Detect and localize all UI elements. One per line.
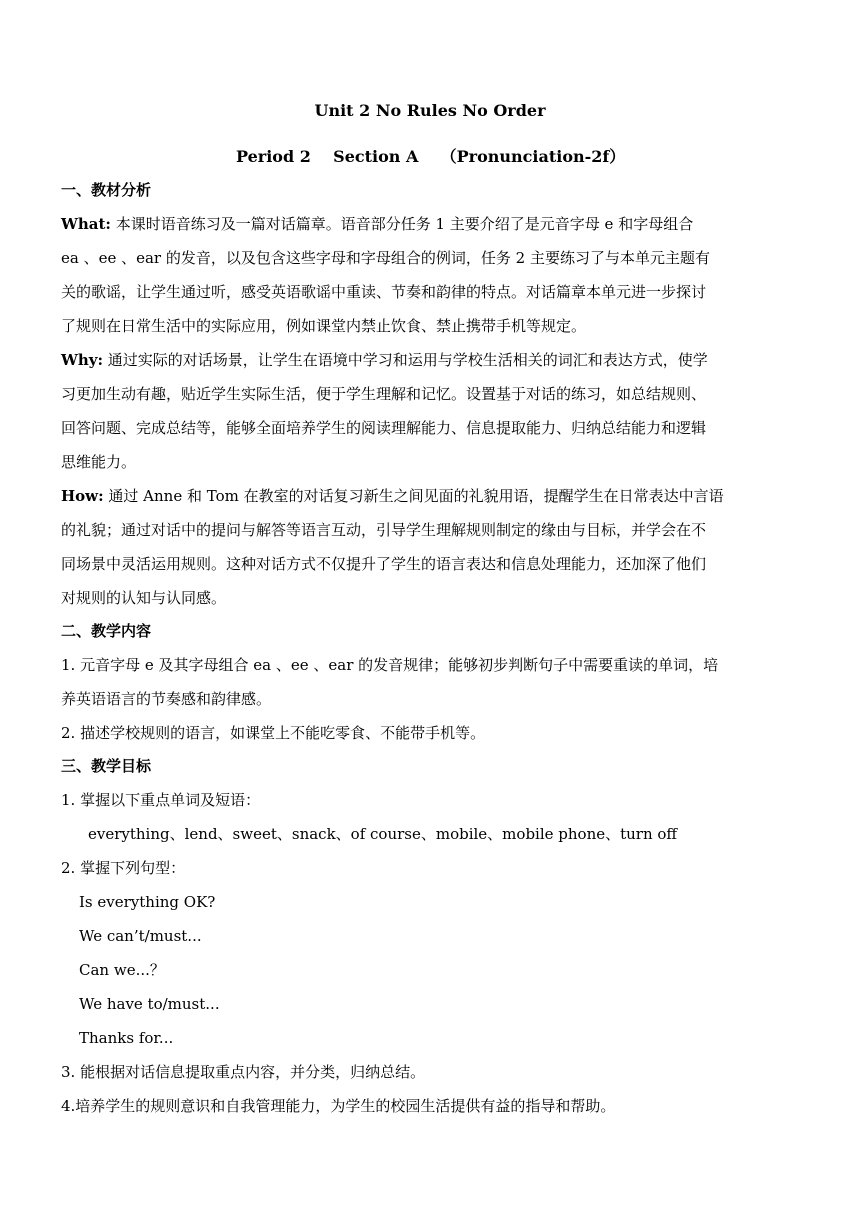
objective-item-3: 3. 能根据对话信息提取重点内容，并分类，归纳总结。 bbox=[61, 1063, 426, 1081]
sentence-pattern-1: Is everything OK? bbox=[79, 893, 216, 911]
what-line-1 bbox=[61, 212, 801, 236]
vocabulary-list: everything、lend、sweet、snack、of course、mobile、mobile phone、turn off bbox=[88, 825, 678, 843]
how-text: 通过 Anne 和 Tom 在教室的对话复习新生之间见面的礼貌用语，提醒学生在日常表达中言语 bbox=[103, 487, 724, 505]
document-subtitle: Period 2 Section A （Pronunciation-2f） bbox=[236, 147, 626, 166]
what-label: What: bbox=[61, 215, 111, 233]
why-text: 通过实际的对话场景，让学生在语境中学习和运用与学校生活相关的词汇和表达方式，使学 bbox=[103, 351, 708, 369]
objective-item-4: 4.培养学生的规则意识和自我管理能力，为学生的校园生活提供有益的指导和帮助。 bbox=[61, 1097, 616, 1115]
sentence-pattern-5: Thanks for... bbox=[79, 1029, 174, 1047]
why-label: Why: bbox=[61, 351, 104, 369]
section-heading-objectives: 三、教学目标 bbox=[61, 757, 152, 775]
why-line-2: 习更加生动有趣，贴近学生实际生活，便于学生理解和记忆。设置基于对话的练习，如总结规则、 bbox=[61, 385, 707, 403]
section-heading-content: 二、教学内容 bbox=[61, 622, 152, 640]
how-line-3: 同场景中灵活运用规则。这种对话方式不仅提升了学生的语言表达和信息处理能力，还加深了他们 bbox=[61, 555, 707, 573]
how-label: How: bbox=[61, 487, 104, 505]
what-text: 本课时语音练习及一篇对话篇章。语音部分任务 1 主要介绍了是元音字母 e 和字母组合 bbox=[110, 215, 694, 233]
why-line-4: 思维能力。 bbox=[61, 453, 137, 471]
objective-item-1: 1. 掌握以下重点单词及短语： bbox=[61, 791, 261, 809]
content-item-1-line-1: 1. 元音字母 e 及其字母组合 ea 、ee 、ear 的发音规律；能够初步判断句子中需要重读的单词，培 bbox=[61, 656, 719, 674]
content-item-1-line-2: 养英语语言的节奏感和韵律感。 bbox=[61, 690, 272, 708]
how-line-1 bbox=[61, 484, 801, 508]
content-item-2: 2. 描述学校规则的语言，如课堂上不能吃零食、不能带手机等。 bbox=[61, 724, 486, 742]
what-line-2: ea 、ee 、ear 的发音，以及包含这些字母和字母组合的例词，任务 2 主要练习了与本单元主题有 bbox=[61, 249, 710, 267]
section-heading-analysis: 一、教材分析 bbox=[61, 181, 152, 199]
sentence-pattern-4: We have to/must... bbox=[79, 995, 220, 1013]
objective-item-2: 2. 掌握下列句型： bbox=[61, 859, 186, 877]
sentence-pattern-3: Can we...？ bbox=[79, 961, 165, 979]
sentence-pattern-2: We can’t/must... bbox=[79, 927, 202, 945]
why-line-1 bbox=[61, 348, 801, 372]
why-line-3: 回答问题、完成总结等，能够全面培养学生的阅读理解能力、信息提取能力、归纳总结能力和逻辑 bbox=[61, 419, 707, 437]
document-title: Unit 2 No Rules No Order bbox=[314, 101, 546, 120]
what-line-4: 了规则在日常生活中的实际应用，例如课堂内禁止饮食、禁止携带手机等规定。 bbox=[61, 317, 587, 335]
how-line-2: 的礼貌；通过对话中的提问与解答等语言互动，引导学生理解规则制定的缘由与目标，并学会在不 bbox=[61, 521, 707, 539]
how-line-4: 对规则的认知与认同感。 bbox=[61, 589, 227, 607]
what-line-3: 关的歌谣，让学生通过听，感受英语歌谣中重读、节奏和韵律的特点。对话篇章本单元进一步探讨 bbox=[61, 283, 707, 301]
